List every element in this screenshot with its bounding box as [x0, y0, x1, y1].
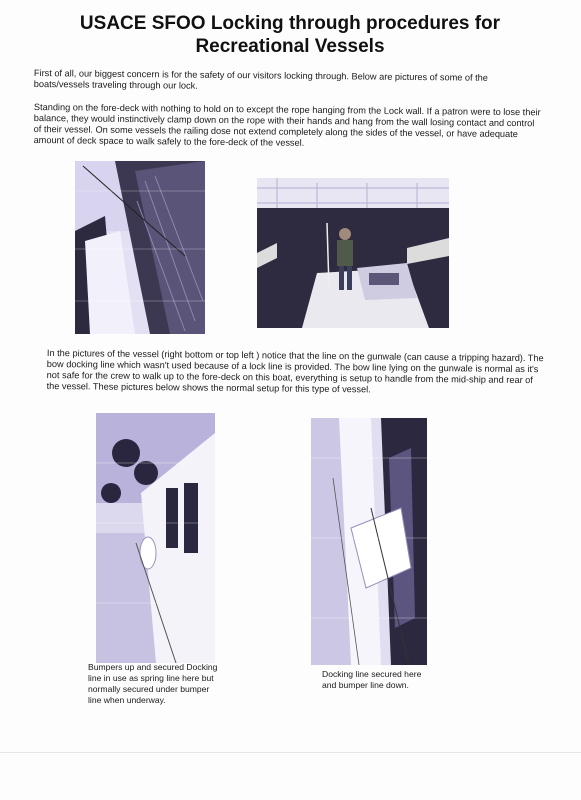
gunwale-paragraph: In the pictures of the vessel (right bottom or top left ) notice that the line on the gunwale (can cause a tripping hazard). The bow docking line which wasn't used because of a lock line is provided. The bow line lying on the gunwale is normal as it's not safe for the crew to walk up to the fore-deck on this boat, everything is setup to handle from the mid-ship and rear of the vessel. These pictures below shows the normal setup for this type of vessel.	[46, 348, 544, 395]
photo-bumpers-up-docking-line	[96, 413, 215, 663]
caption-bumpers-up: Bumpers up and secured Docking line in use as spring line here but normally secured under bumper line when underway.	[88, 662, 218, 705]
intro-paragraph: First of all, our biggest concern is for the safety of our visitors locking through. Below are pictures of some of the boats/vessels traveling through our lock.	[33, 68, 488, 91]
photo-docking-line-secured	[311, 418, 427, 665]
safety-paragraph: Standing on the fore-deck with nothing to hold on to except the rope hanging from the Lock wall. If a patron were to lose their balance, they would instinctively clamp down on the rope with their hands and hang from the wall losing contact and control of their vessel. On some vessels the railing dose not extend completely along the sides of the vessel, or have adequate amount of deck space to walk safely to the fore-deck of the vessel.	[33, 102, 541, 148]
scan-fold-line	[0, 752, 581, 753]
caption-docking-line-secured: Docking line secured here and bumper line down.	[322, 669, 422, 690]
photo-vessel-side-lock-wall	[75, 161, 205, 334]
photo-man-on-foredeck	[257, 178, 449, 328]
page-title: USACE SFOO Locking through procedures for Recreational Vessels	[79, 13, 501, 57]
